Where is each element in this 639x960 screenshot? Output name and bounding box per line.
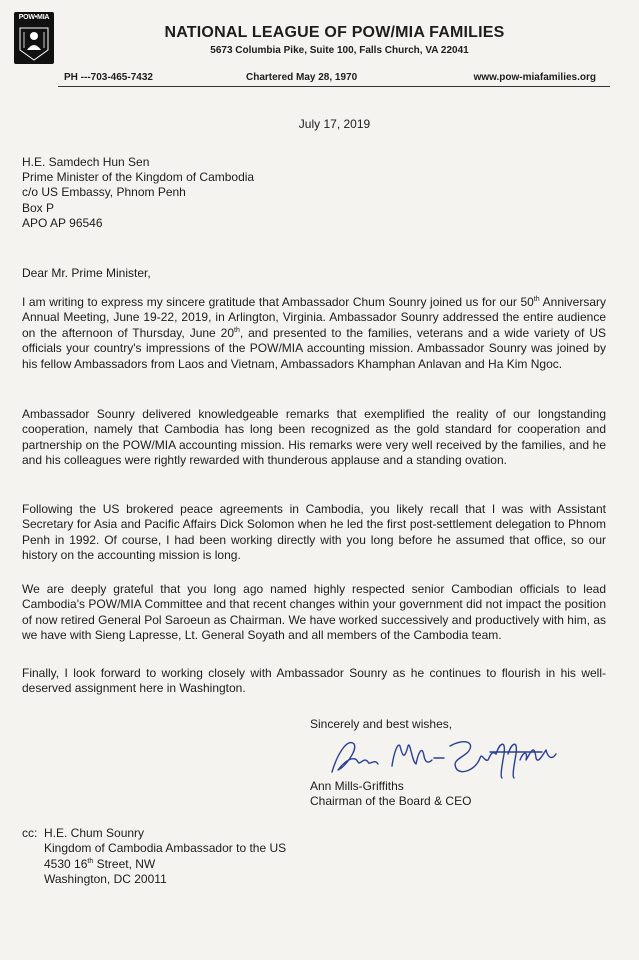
organization-address: 5673 Columbia Pike, Suite 100, Falls Church, VA 22041 xyxy=(210,45,469,56)
paragraph-2: Ambassador Sounry delivered knowledgeable remarks that exemplified the reality of our longstanding cooperation, namely that Cambodia has long been recognized as the gold standard for cooperation and partnership on the POW/MIA accounting mission. His remarks were very well received by the families, and he and his colleagues were rightly rewarded with thunderous applause and a standing ovation. xyxy=(22,407,606,468)
logo-text: POW•MIA xyxy=(18,14,50,21)
cc-block xyxy=(22,826,286,888)
recipient-line: Box P xyxy=(22,200,55,215)
charter-date: Chartered May 28, 1970 xyxy=(246,72,358,83)
signer-name: Ann Mills-Griffiths xyxy=(310,779,404,793)
closing: Sincerely and best wishes, xyxy=(310,717,453,731)
handwritten-signature xyxy=(330,732,560,784)
paragraph-1 xyxy=(22,295,606,372)
paragraph-4: We are deeply grateful that you long ago named highly respected senior Cambodian officials to lead Cambodia's POW/MIA Committee and that recent changes within your government did not impact the position of now retired General Pol Saroeun as Chairman. We have worked successively and productively with him, as we have with Sieng Lapresse, Lt. General Soyath and all members of the Cambodia team. xyxy=(22,582,606,643)
cc-label: cc: xyxy=(22,826,38,840)
paragraph-5: Finally, I look forward to working closely with Ambassador Sounry as he continues to flourish in his well-deserved assignment here in Washington. xyxy=(22,666,606,696)
cc-street xyxy=(22,857,286,872)
letterhead-divider xyxy=(58,86,610,87)
paragraph-text: , and presented to the families, veterans and a wide variety of US officials your country's impressions of the POW/MIA accounting mission. Ambassador Sounry was joined by his fellow Ambassadors from Laos and Vietnam, Ambassadors Khamphan Anlavan and Ha Kim Ngoc. xyxy=(22,325,606,371)
organization-name: NATIONAL LEAGUE OF POW/MIA FAMILIES xyxy=(164,24,505,41)
superscript: th xyxy=(234,326,240,334)
recipient-address xyxy=(22,155,254,231)
contact-row xyxy=(58,72,610,86)
paragraph-text: I am writing to express my sincere gratitude that Ambassador Chum Sounry joined us for our 50 xyxy=(22,295,534,309)
superscript: th xyxy=(87,857,94,865)
cc-city: Washington, DC 20011 xyxy=(44,872,167,887)
cc-title: Kingdom of Cambodia Ambassador to the US xyxy=(44,841,287,856)
cc-name: H.E. Chum Sounry xyxy=(44,826,145,840)
letter-date: July 17, 2019 xyxy=(298,117,371,131)
paragraph-3: Following the US brokered peace agreements in Cambodia, you likely recall that I was with Assistant Secretary for Asia and Pacific Affairs Dick Solomon when he led the first post-settlement delegation to Phnom Penh in 1992. Of course, I had been working directly with you long before he assumed that office, so our history on the accounting mission is long. xyxy=(22,502,606,563)
phone-number: PH ---703-465-7432 xyxy=(64,72,153,83)
signer-block xyxy=(310,779,471,810)
cc-street-number: 4530 16 xyxy=(44,856,88,871)
website: www.pow-miafamilies.org xyxy=(473,72,596,83)
recipient-line: c/o US Embassy, Phnom Penh xyxy=(22,185,186,200)
cc-street-name: Street, NW xyxy=(93,856,156,871)
recipient-line: H.E. Samdech Hun Sen xyxy=(22,155,150,169)
superscript: th xyxy=(533,296,540,303)
recipient-line: APO AP 96546 xyxy=(22,215,103,230)
signer-title: Chairman of the Board & CEO xyxy=(310,794,472,809)
paragraph-text: Anniversary Annual Meeting, June 19-22, 2019, in Arlington, Virginia. Ambassador Sounry addressed the entire audience on the afternoon of Thursday, June 20 xyxy=(22,295,606,340)
recipient-line: Prime Minister of the Kingdom of Cambodia xyxy=(22,170,255,185)
salutation: Dear Mr. Prime Minister, xyxy=(22,266,151,280)
